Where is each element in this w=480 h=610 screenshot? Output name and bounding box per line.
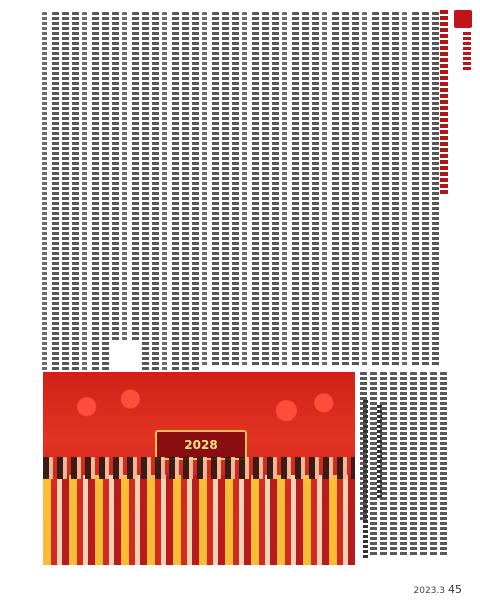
text-column xyxy=(360,372,367,522)
text-column xyxy=(390,372,397,557)
issue-date: 2023.3 xyxy=(413,586,445,596)
text-column xyxy=(400,372,407,557)
text-column xyxy=(410,372,417,557)
text-column xyxy=(420,372,427,557)
photo-banner: 2028 xyxy=(155,430,247,460)
text-column xyxy=(440,372,447,557)
text-column xyxy=(430,372,437,557)
text-column xyxy=(370,372,377,557)
text-column xyxy=(380,372,387,557)
page-number: 45 xyxy=(448,583,462,596)
